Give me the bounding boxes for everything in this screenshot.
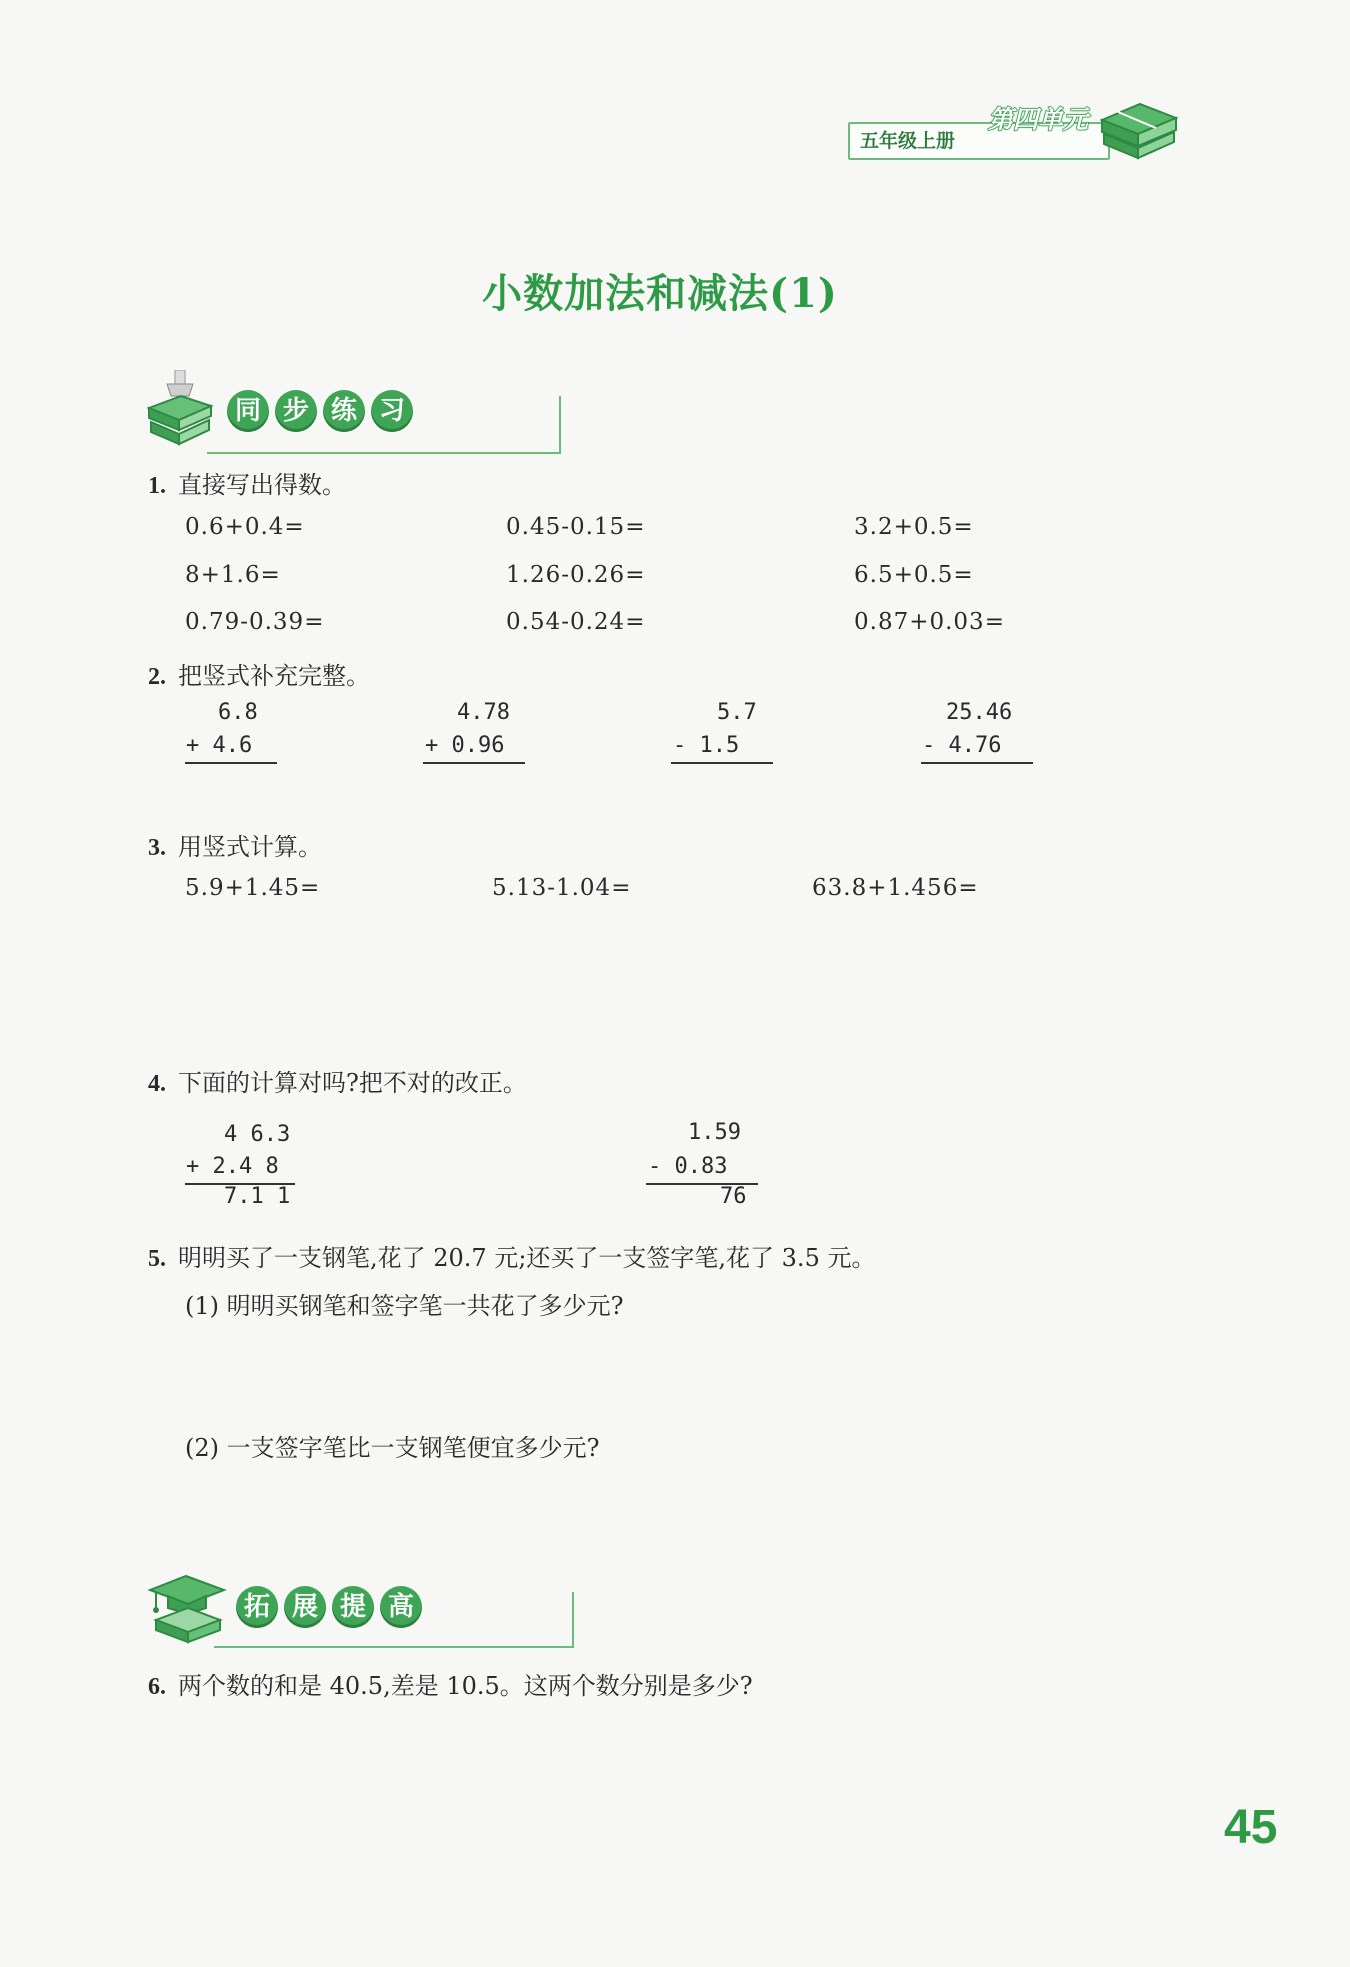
vertical-result: 76	[720, 1184, 747, 1209]
q1-expr: 0.6+0.4=	[185, 514, 305, 540]
vertical-bottom: + 4.6	[186, 733, 253, 758]
q1-expr: 0.79-0.39=	[185, 609, 325, 635]
banner-char: 同	[227, 390, 269, 432]
vertical-result: 7.1 1	[224, 1184, 291, 1209]
q1-expr: 8+1.6=	[185, 562, 281, 588]
banner-char: 拓	[236, 1586, 278, 1628]
question-number: 4.	[148, 1071, 166, 1097]
question-4	[148, 1063, 527, 1098]
q1-expr: 3.2+0.5=	[854, 514, 974, 540]
banner-char: 练	[323, 390, 365, 432]
page-title: 小数加法和减法(1)	[482, 270, 838, 317]
question-text: 两个数的和是 40.5,差是 10.5。这两个数分别是多少?	[178, 1672, 753, 1700]
question-number: 2.	[148, 664, 166, 690]
question-2	[148, 656, 370, 691]
vertical-bottom: + 0.96	[425, 733, 505, 758]
banner-char: 提	[332, 1586, 374, 1628]
page-number: 45	[1224, 1801, 1278, 1854]
question-number: 5.	[148, 1246, 166, 1272]
q1-expr: 1.26-0.26=	[506, 562, 646, 588]
vertical-bottom: - 4.76	[922, 733, 1002, 758]
underline	[185, 762, 277, 764]
q1-expr: 0.45-0.15=	[506, 514, 646, 540]
q3-expr: 5.13-1.04=	[492, 875, 632, 901]
sub-question: (1) 明明买钢笔和签字笔一共花了多少元?	[185, 1292, 624, 1320]
question-1	[148, 465, 346, 500]
question-text: 直接写出得数。	[178, 471, 346, 499]
vertical-top: 1.59	[688, 1120, 741, 1145]
banner-char: 步	[275, 390, 317, 432]
vertical-top: 25.46	[946, 700, 1013, 725]
books-icon	[1098, 90, 1180, 162]
q1-expr: 0.87+0.03=	[854, 609, 1005, 635]
underline	[921, 762, 1033, 764]
question-number: 6.	[148, 1674, 166, 1700]
question-number: 3.	[148, 835, 166, 861]
vertical-bottom: - 1.5	[673, 733, 740, 758]
vertical-bottom: - 0.83	[648, 1154, 728, 1179]
banner-char: 高	[380, 1586, 422, 1628]
vertical-bottom: + 2.4 8	[186, 1154, 279, 1179]
question-3	[148, 827, 322, 862]
question-text: 用竖式计算。	[178, 833, 322, 861]
vertical-top: 4.78	[457, 700, 510, 725]
q3-expr: 63.8+1.456=	[812, 875, 979, 901]
banner-char: 习	[371, 390, 413, 432]
q1-expr: 6.5+0.5=	[854, 562, 974, 588]
question-text: 把竖式补充完整。	[178, 662, 370, 690]
book-stack-icon	[145, 370, 215, 450]
question-text: 明明买了一支钢笔,花了 20.7 元;还买了一支签字笔,花了 3.5 元。	[178, 1244, 876, 1272]
sub-question: (2) 一支签字笔比一支钢笔便宜多少元?	[185, 1434, 600, 1462]
vertical-top: 4 6.3	[224, 1122, 291, 1147]
q3-expr: 5.9+1.45=	[185, 875, 321, 901]
question-6	[148, 1666, 753, 1701]
unit-label: 第四单元	[988, 105, 1089, 134]
question-text: 下面的计算对吗?把不对的改正。	[178, 1069, 527, 1097]
underline	[423, 762, 525, 764]
vertical-top: 6.8	[218, 700, 258, 725]
q1-expr: 0.54-0.24=	[506, 609, 646, 635]
grade-label: 五年级上册	[860, 130, 956, 152]
question-number: 1.	[148, 473, 166, 499]
banner-char: 展	[284, 1586, 326, 1628]
question-5	[148, 1238, 875, 1273]
underline	[671, 762, 773, 764]
vertical-top: 5.7	[717, 700, 757, 725]
